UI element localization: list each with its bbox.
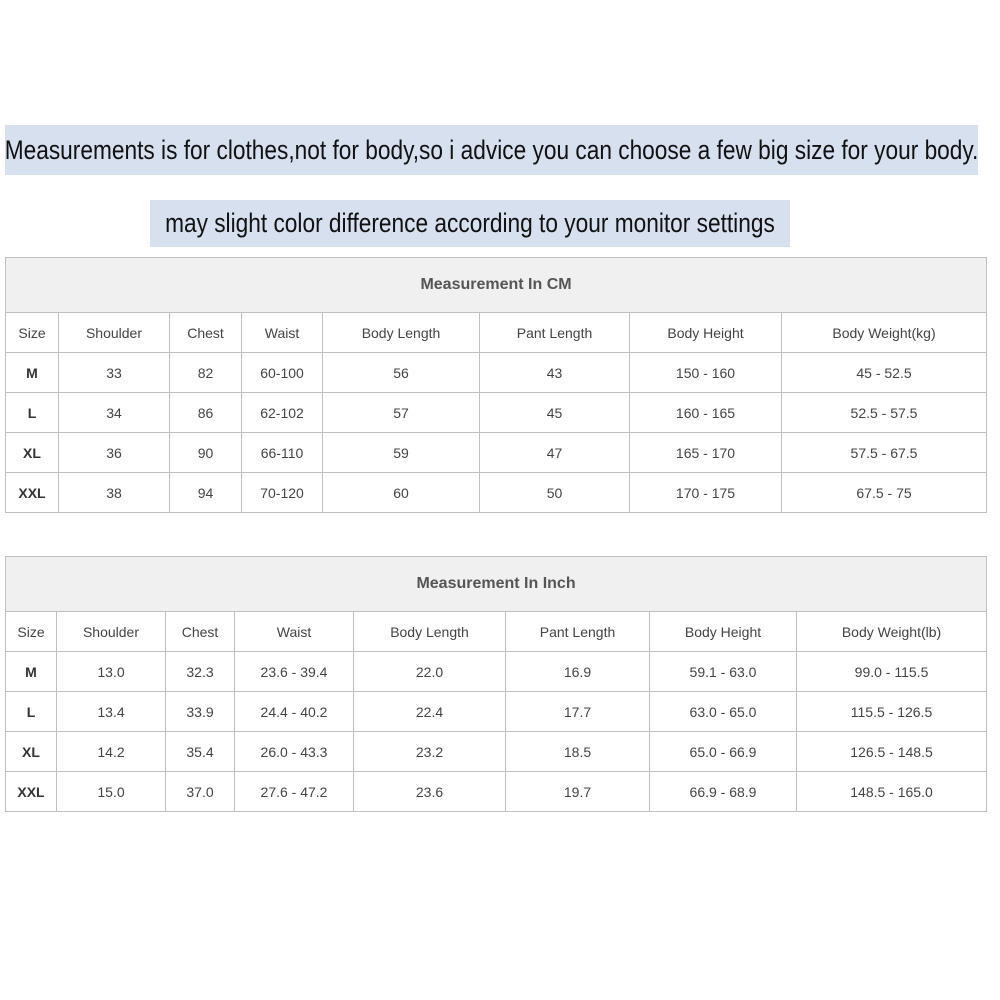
table-row (6, 433, 987, 473)
pant-length-cell: 19.7 (506, 772, 650, 812)
table-row (6, 692, 987, 732)
column-header-shoulder: Shoulder (59, 313, 170, 353)
chest-cell: 35.4 (166, 732, 235, 772)
body-weight-cell: 126.5 - 148.5 (797, 732, 987, 772)
body-weight-cell: 45 - 52.5 (782, 353, 987, 393)
waist-cell: 66-110 (242, 433, 323, 473)
column-header-waist: Waist (235, 612, 354, 652)
size-cell: M (6, 652, 57, 692)
size-cell: L (6, 692, 57, 732)
color-difference-note-text: may slight color difference according to your monitor settings (165, 208, 775, 238)
waist-cell: 27.6 - 47.2 (235, 772, 354, 812)
header-row (6, 612, 987, 652)
column-header-waist: Waist (242, 313, 323, 353)
shoulder-cell: 38 (59, 473, 170, 513)
shoulder-cell: 14.2 (57, 732, 166, 772)
table-row (6, 393, 987, 433)
size-cell: XL (6, 732, 57, 772)
column-header-shoulder: Shoulder (57, 612, 166, 652)
shoulder-cell: 34 (59, 393, 170, 433)
shoulder-cell: 33 (59, 353, 170, 393)
color-difference-note (150, 200, 790, 247)
pant-length-cell: 17.7 (506, 692, 650, 732)
body-height-cell: 66.9 - 68.9 (650, 772, 797, 812)
pant-length-cell: 18.5 (506, 732, 650, 772)
chest-cell: 37.0 (166, 772, 235, 812)
size-cell: XXL (6, 772, 57, 812)
column-header-size: Size (6, 612, 57, 652)
column-header-size: Size (6, 313, 59, 353)
waist-cell: 26.0 - 43.3 (235, 732, 354, 772)
chest-cell: 90 (170, 433, 242, 473)
body-length-cell: 57 (323, 393, 480, 433)
body-weight-cell: 67.5 - 75 (782, 473, 987, 513)
shoulder-cell: 15.0 (57, 772, 166, 812)
table-row (6, 772, 987, 812)
pant-length-cell: 16.9 (506, 652, 650, 692)
pant-length-cell: 50 (480, 473, 630, 513)
column-header-body-height: Body Height (650, 612, 797, 652)
waist-cell: 24.4 - 40.2 (235, 692, 354, 732)
header-row (6, 313, 987, 353)
pant-length-cell: 45 (480, 393, 630, 433)
waist-cell: 60-100 (242, 353, 323, 393)
body-height-cell: 59.1 - 63.0 (650, 652, 797, 692)
body-weight-cell: 99.0 - 115.5 (797, 652, 987, 692)
column-header-chest: Chest (170, 313, 242, 353)
body-height-cell: 165 - 170 (630, 433, 782, 473)
shoulder-cell: 13.0 (57, 652, 166, 692)
waist-cell: 70-120 (242, 473, 323, 513)
chest-cell: 94 (170, 473, 242, 513)
column-header-pant-length: Pant Length (480, 313, 630, 353)
column-header-body-height: Body Height (630, 313, 782, 353)
column-header-pant-length: Pant Length (506, 612, 650, 652)
size-cell: XL (6, 433, 59, 473)
chest-cell: 32.3 (166, 652, 235, 692)
body-length-cell: 56 (323, 353, 480, 393)
chest-cell: 86 (170, 393, 242, 433)
table-title-cm: Measurement In CM (6, 258, 987, 313)
body-length-cell: 22.0 (354, 652, 506, 692)
size-table-cm (5, 257, 987, 513)
pant-length-cell: 43 (480, 353, 630, 393)
column-header-chest: Chest (166, 612, 235, 652)
chest-cell: 82 (170, 353, 242, 393)
body-length-cell: 23.6 (354, 772, 506, 812)
column-header-body-weight: Body Weight(kg) (782, 313, 987, 353)
table-row (6, 353, 987, 393)
body-height-cell: 65.0 - 66.9 (650, 732, 797, 772)
size-cell: XXL (6, 473, 59, 513)
body-height-cell: 150 - 160 (630, 353, 782, 393)
body-length-cell: 59 (323, 433, 480, 473)
table-row (6, 652, 987, 692)
body-weight-cell: 52.5 - 57.5 (782, 393, 987, 433)
size-cell: L (6, 393, 59, 433)
column-header-body-weight: Body Weight(lb) (797, 612, 987, 652)
clothes-measurement-note-text: Measurements is for clothes,not for body,so i advice you can choose a few big size for your body. (4, 134, 979, 165)
body-height-cell: 63.0 - 65.0 (650, 692, 797, 732)
waist-cell: 62-102 (242, 393, 323, 433)
column-header-body-length: Body Length (323, 313, 480, 353)
table-title-inch: Measurement In Inch (6, 557, 987, 612)
clothes-measurement-note (5, 125, 978, 175)
size-table-inch (5, 556, 987, 812)
body-length-cell: 23.2 (354, 732, 506, 772)
body-weight-cell: 57.5 - 67.5 (782, 433, 987, 473)
shoulder-cell: 36 (59, 433, 170, 473)
body-length-cell: 22.4 (354, 692, 506, 732)
pant-length-cell: 47 (480, 433, 630, 473)
body-height-cell: 170 - 175 (630, 473, 782, 513)
body-weight-cell: 115.5 - 126.5 (797, 692, 987, 732)
body-weight-cell: 148.5 - 165.0 (797, 772, 987, 812)
size-cell: M (6, 353, 59, 393)
table-row (6, 732, 987, 772)
waist-cell: 23.6 - 39.4 (235, 652, 354, 692)
chest-cell: 33.9 (166, 692, 235, 732)
column-header-body-length: Body Length (354, 612, 506, 652)
table-row (6, 473, 987, 513)
body-height-cell: 160 - 165 (630, 393, 782, 433)
body-length-cell: 60 (323, 473, 480, 513)
shoulder-cell: 13.4 (57, 692, 166, 732)
